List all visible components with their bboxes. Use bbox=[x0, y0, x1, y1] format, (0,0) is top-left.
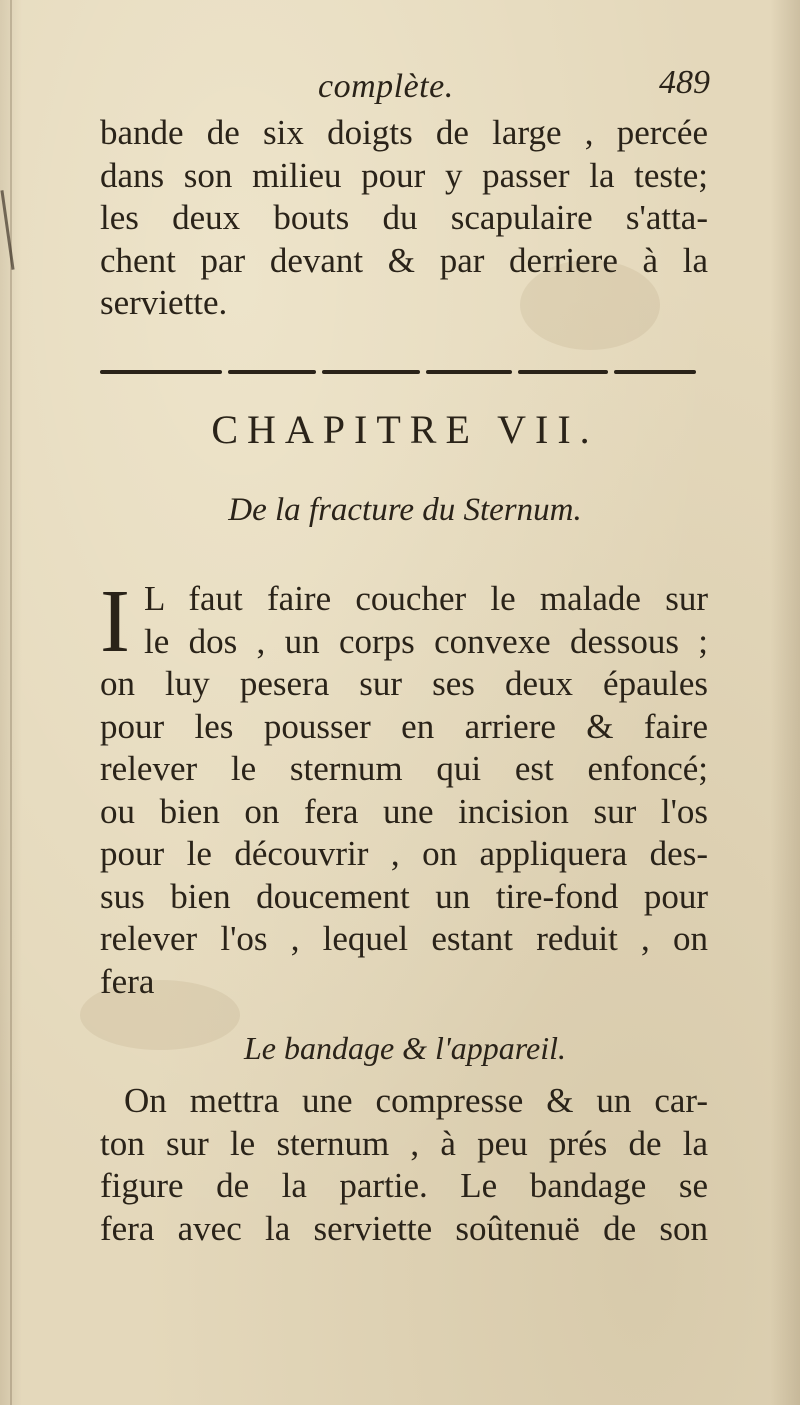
page-number: 489 bbox=[659, 64, 710, 101]
text-line: pour le découvrir , on appliquera des- bbox=[100, 834, 708, 873]
text-line: figure de la partie. Le bandage se bbox=[100, 1166, 708, 1205]
chapter-heading: CHAPITRE VII. bbox=[211, 407, 599, 452]
text-line: chent par devant & par derriere à la bbox=[100, 240, 708, 280]
running-head bbox=[100, 62, 710, 112]
text-line: bande de six doigts de large , percée bbox=[100, 113, 708, 152]
text-line: serviette. bbox=[100, 283, 228, 322]
ornamental-rule bbox=[100, 368, 696, 376]
text-line: on luy pesera sur ses deux épaules bbox=[100, 664, 708, 703]
text-line: relever le sternum qui est enfoncé; bbox=[100, 749, 708, 788]
text-line: les deux bouts du scapulaire s'atta- bbox=[100, 198, 708, 237]
running-title: complète. bbox=[318, 68, 454, 105]
chapter-subtitle: De la fracture du Sternum. bbox=[228, 492, 582, 528]
text-line: L faut faire coucher le malade sur bbox=[144, 579, 708, 618]
text-line: fera bbox=[100, 961, 155, 1001]
drop-cap: I bbox=[100, 572, 130, 671]
paragraph-main bbox=[100, 572, 708, 1003]
text-line: On mettra une compresse & un car- bbox=[124, 1081, 708, 1120]
text-line: pour les pousser en arriere & faire bbox=[100, 706, 708, 746]
text-line: le dos , un corps convexe dessous ; bbox=[144, 621, 708, 661]
paragraph-bandage bbox=[100, 1080, 708, 1250]
text-line: relever l'os , lequel estant reduit , on bbox=[100, 919, 708, 958]
text-line: ou bien on fera une incision sur l'os bbox=[100, 791, 708, 831]
binding-mark bbox=[0, 190, 14, 270]
binding-gutter bbox=[10, 0, 12, 1405]
section-heading: Le bandage & l'appareil. bbox=[243, 1030, 567, 1066]
text-line: ton sur le sternum , à peu prés de la bbox=[100, 1123, 708, 1163]
text-line: dans son milieu pour y passer la teste; bbox=[100, 155, 708, 195]
text-line: sus bien doucement un tire-fond pour bbox=[100, 876, 708, 916]
text-line: fera avec la serviette soûtenuë de son bbox=[100, 1208, 708, 1248]
paragraph-continued bbox=[100, 112, 708, 325]
